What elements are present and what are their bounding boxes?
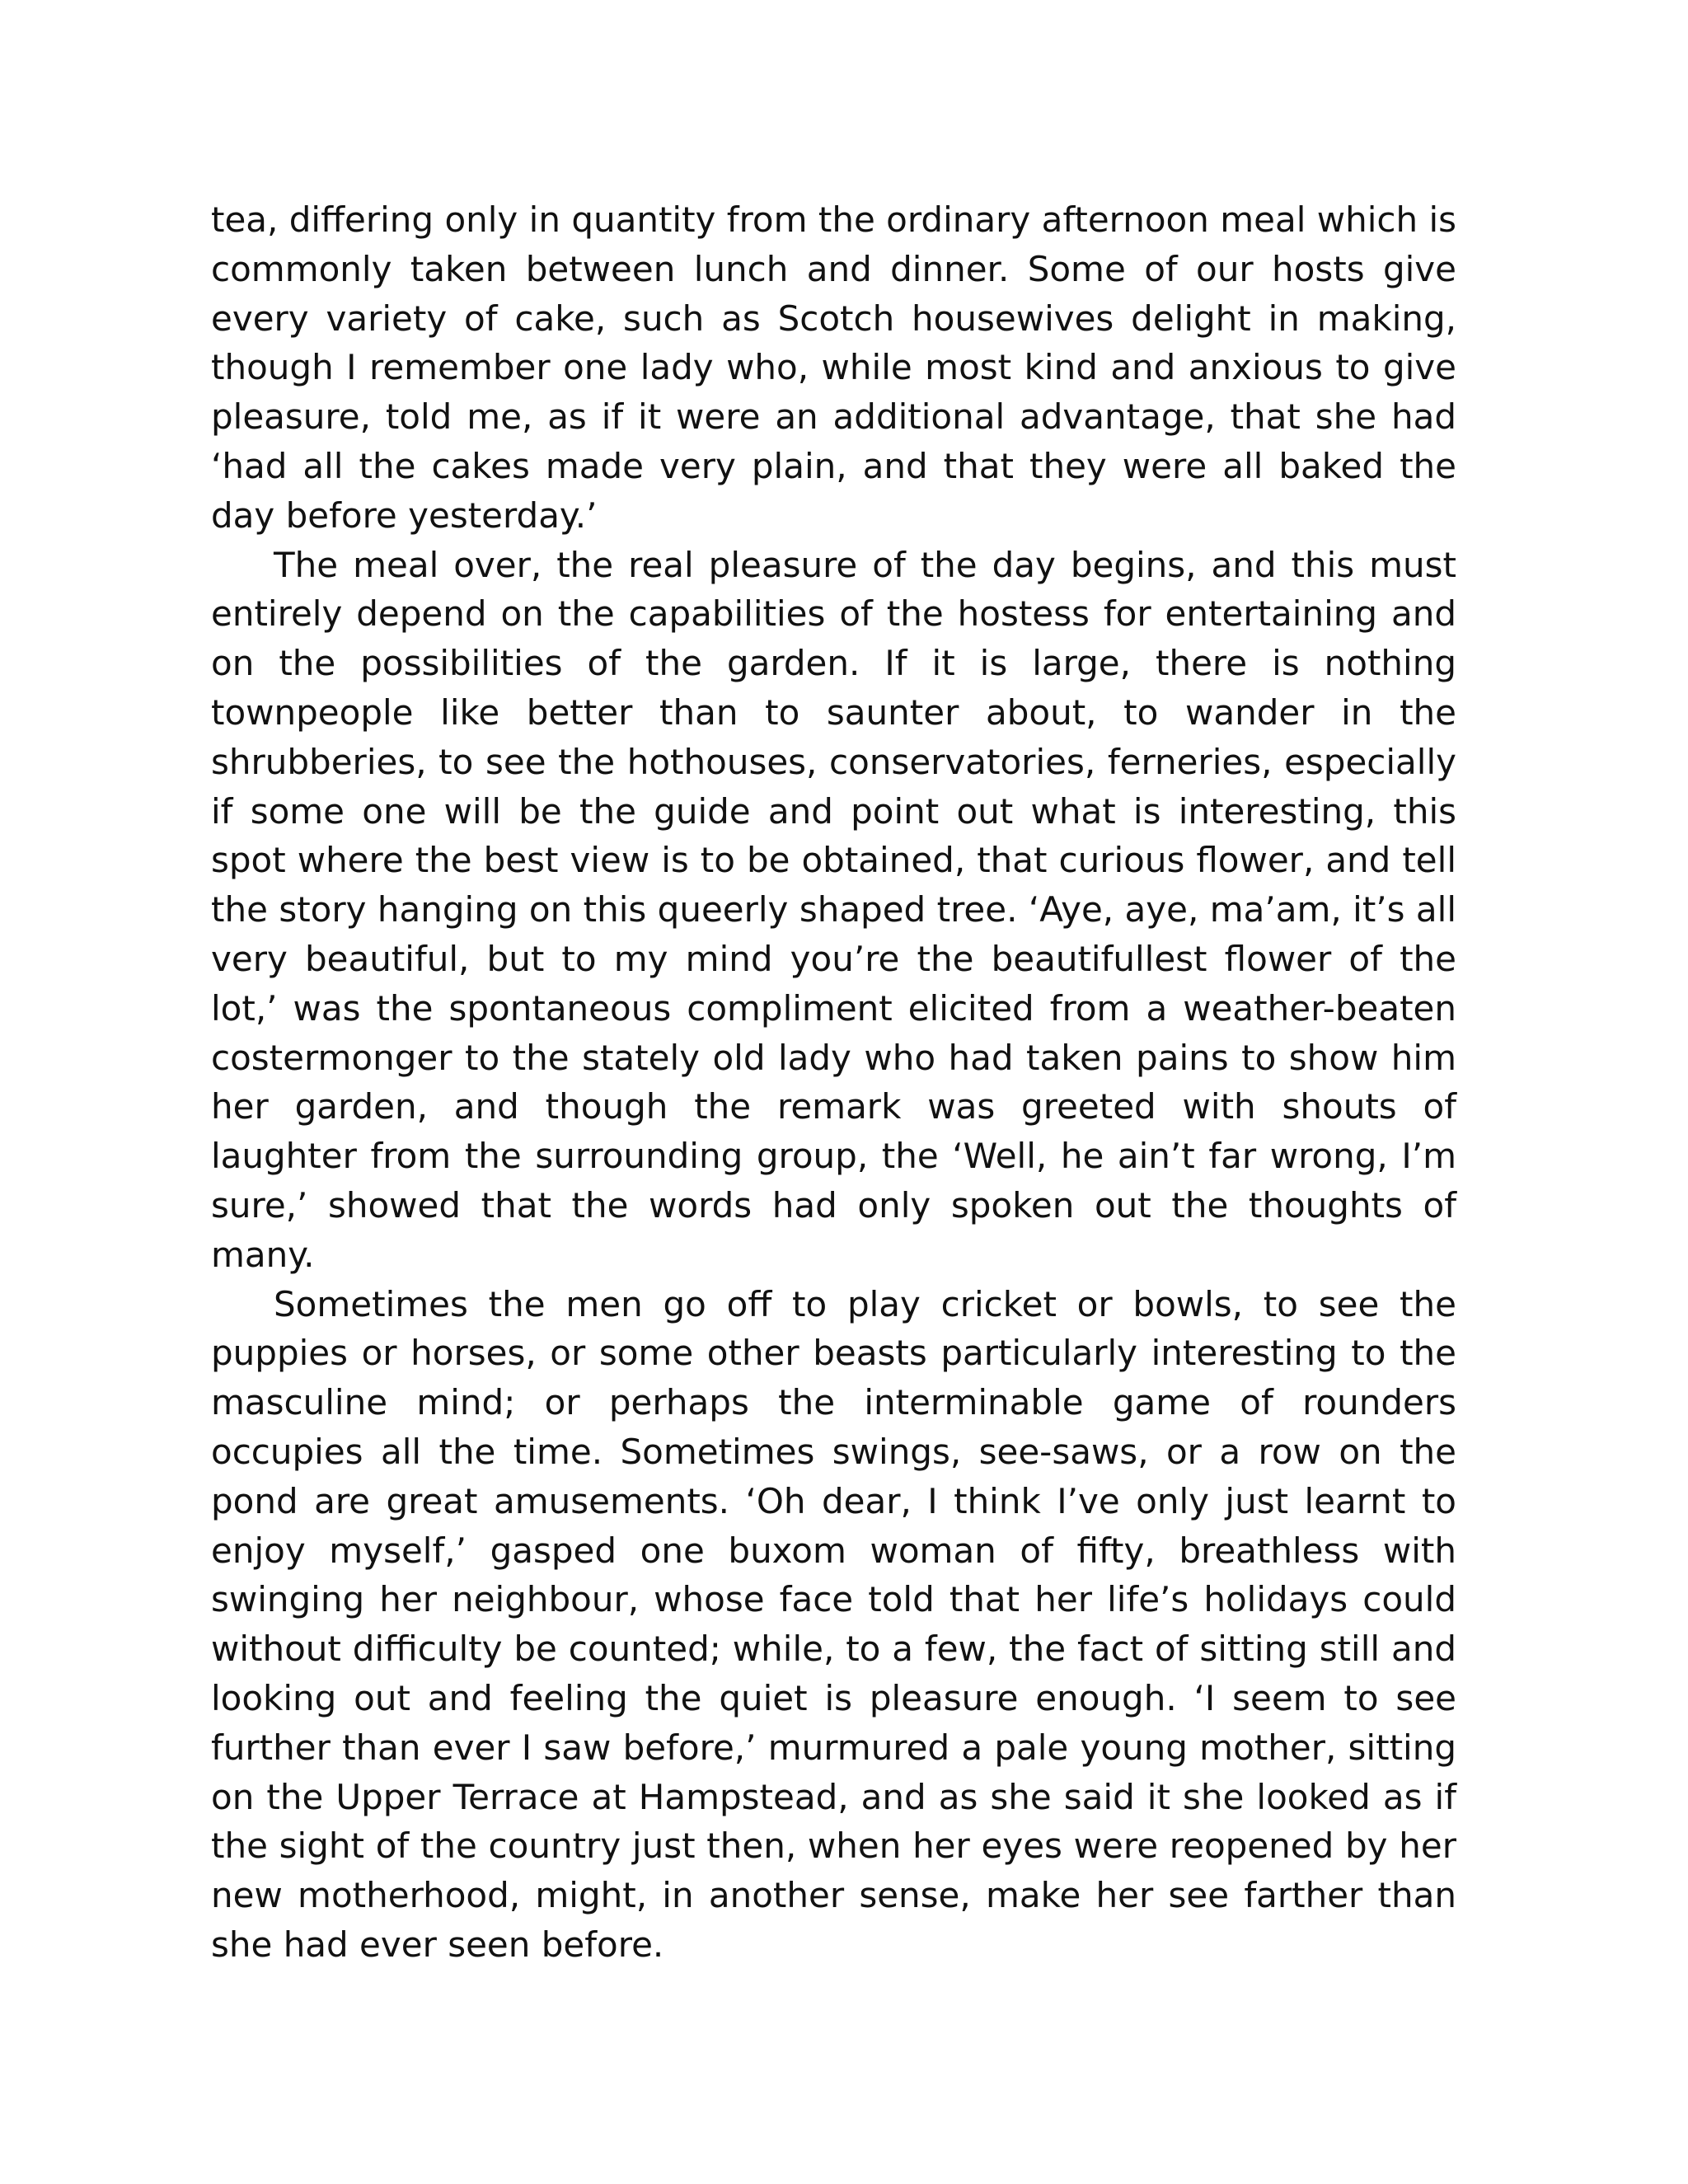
book-page-text <box>211 195 1456 1970</box>
paragraph-games-and-rest: Sometimes the men go off to play cricket or bowls, to see the puppies or horses, or some other beasts particularly interesting to the masculine mind; or perhaps the interminable game of rounders occupies all the time. Sometimes swings, see-saws, or a row on the pond are great amusements. ‘Oh dear, I think I’ve only just learnt to enjoy myself,’ gasped one buxom woman of fifty, breathless with swinging her neighbour, whose face told that her life’s holidays could without difficulty be counted; while, to a few, the fact of sitting still and looking out and feeling the quiet is pleasure enough. ‘I seem to see further than ever I saw before,’ murmured a pale young mother, sitting on the Upper Terrace at Hampstead, and as she said it she looked as if the sight of the country just then, when her eyes were reopened by her new motherhood, might, in another sense, make her see farther than she had ever seen before. <box>211 1283 1456 1965</box>
paragraph-garden-tour: The meal over, the real pleasure of the day begins, and this must entirely depend on the capabilities of the hostess for entertaining and on the possibilities of the garden. If it is large, there is nothing townpeople like better than to saunter about, to wander in the shrubberies, to see the hothouses, conservatories, ferneries, especially if some one will be the guide and point out what is interesting, this spot where the best view is to be obtained, that curious flower, and tell the story hanging on this queerly shaped tree. ‘Aye, aye, ma’am, it’s all very beautiful, but to my mind you’re the beautifullest flower of the lot,’ was the spontaneous compliment elicited from a weather-beaten costermonger to the stately old lady who had taken pains to show him her garden, and though the remark was greeted with shouts of laughter from the surrounding group, the ‘Well, he ain’t far wrong, I’m sure,’ showed that the words had only spoken out the thoughts of many. <box>211 544 1456 1275</box>
paragraph-continued: tea, differing only in quantity from the ordinary afternoon meal which is commonly taken between lunch and dinner. Some of our hosts give every variety of cake, such as Scotch housewives delight in making, though I remember one lady who, while most kind and anxious to give pleasure, told me, as if it were an additional advantage, that she had ‘had all the cakes made very plain, and that they were all baked the day before yesterday.’ <box>211 199 1456 536</box>
